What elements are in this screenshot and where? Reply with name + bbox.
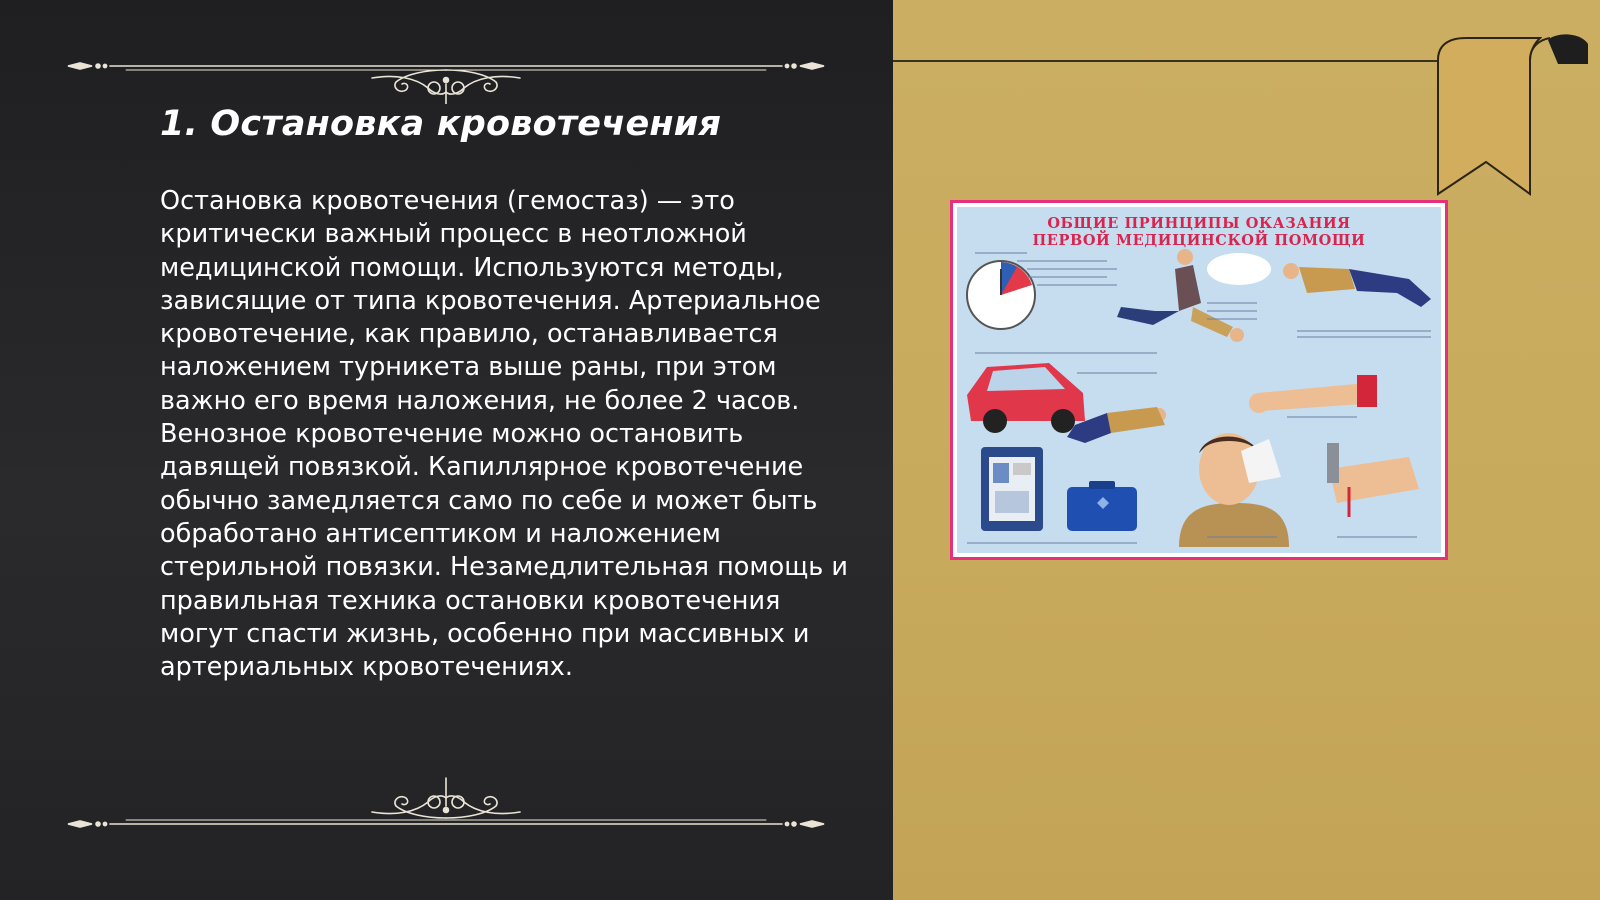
first-aid-poster-image	[950, 200, 1448, 560]
slide-body-text: Остановка кровотечения (гемостаз) — это критически важный процесс в неотложной медицинской помощи. Используются методы, зависящие от типа кровотечения. Артериальное кровотечение, как правило, останавливается наложением турникета выше раны, при этом важно его время наложения, не более 2 часов. Венозное кровотечение можно остановить давящей повязкой. Капиллярное кровотечение обычно замедляется само по себе и может быть обработано антисептиком и наложением стерильной повязки. Незамедлительная помощь и правильная техника остановки кровотечения могут спасти жизнь, особенно при массивных и артериальных кровотечениях.	[160, 186, 848, 683]
poster-title-line-1: ОБЩИЕ ПРИНЦИПЫ ОКАЗАНИЯ	[1047, 215, 1351, 232]
slide-title: 1. Остановка кровотечения	[160, 104, 722, 144]
hand-pressure-illustration	[1327, 443, 1419, 517]
leg-tourniquet-illustration	[1249, 375, 1377, 413]
medical-case-icon	[1067, 481, 1137, 531]
car-illustration	[967, 363, 1085, 433]
bottom-ornament-divider	[66, 772, 826, 832]
first-aid-kit-icon	[981, 447, 1043, 531]
bandaged-head-illustration	[1179, 433, 1289, 547]
top-ornament-divider	[66, 44, 826, 104]
poster-background	[957, 207, 1441, 553]
poster-title-line-2: ПЕРВОЙ МЕДИЦИНСКОЙ ПОМОЩИ	[1032, 232, 1366, 249]
person-figure-2	[1283, 263, 1431, 307]
bookmark-ribbon-decoration	[1430, 30, 1600, 200]
poster-title	[957, 215, 1441, 249]
clock-icon	[967, 261, 1035, 329]
header-divider-line	[893, 60, 1438, 62]
poster-illustrations	[957, 207, 1441, 553]
